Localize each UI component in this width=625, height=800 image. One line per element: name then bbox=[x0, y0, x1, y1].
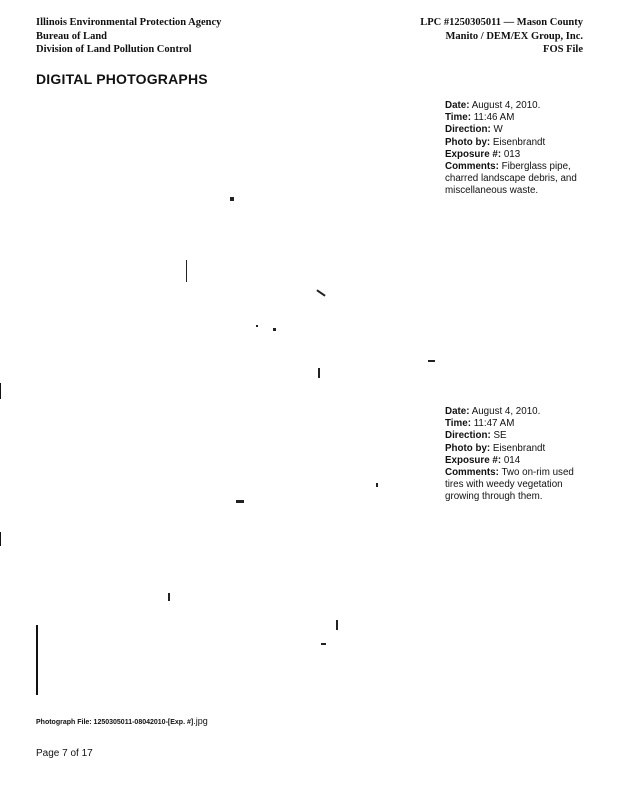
exposure-label: Exposure #: bbox=[445, 454, 502, 466]
site-location: Manito / DEM/EX Group, Inc. bbox=[445, 30, 583, 42]
photograph-file-name bbox=[36, 716, 208, 726]
date-value: August 4, 2010. bbox=[471, 406, 541, 417]
photo-2 bbox=[36, 405, 431, 705]
scan-artifact bbox=[0, 383, 1, 399]
bureau-name: Bureau of Land bbox=[36, 30, 107, 42]
page-title: DIGITAL PHOTOGRAPHS bbox=[36, 71, 208, 87]
header-agency-block bbox=[36, 16, 221, 57]
exposure-value: 013 bbox=[503, 148, 521, 160]
time-label: Time: bbox=[445, 418, 471, 430]
scan-speck bbox=[318, 368, 320, 378]
file-type: FOS File bbox=[543, 44, 583, 55]
scan-speck bbox=[336, 620, 338, 630]
scan-artifact bbox=[36, 625, 38, 695]
photo-by-value: Eisenbrandt bbox=[492, 442, 546, 454]
date-label: Date: bbox=[445, 100, 470, 111]
scan-speck bbox=[273, 328, 276, 331]
scan-artifact bbox=[0, 532, 1, 546]
scan-speck bbox=[236, 500, 244, 503]
scan-speck bbox=[186, 260, 187, 282]
direction-label: Direction: bbox=[445, 124, 491, 136]
page-number: Page 7 of 17 bbox=[36, 748, 93, 759]
photo-by-label: Photo by: bbox=[445, 136, 491, 148]
exposure-value: 014 bbox=[503, 454, 521, 466]
comments-label: Comments: bbox=[445, 161, 499, 173]
date-label: Date: bbox=[445, 406, 470, 417]
comments-label: Comments: bbox=[445, 467, 499, 479]
photo-2-info bbox=[445, 406, 595, 504]
scan-speck bbox=[230, 197, 234, 201]
header-site-block bbox=[420, 16, 583, 57]
file-name-prefix: Photograph File: 1250305011-08042010-[Exp. #] bbox=[36, 719, 194, 726]
scan-speck bbox=[316, 289, 325, 296]
scan-speck bbox=[256, 325, 258, 327]
time-label: Time: bbox=[445, 112, 471, 124]
date-value: August 4, 2010. bbox=[471, 100, 541, 111]
photo-1 bbox=[36, 100, 431, 395]
photo-by-label: Photo by: bbox=[445, 442, 491, 454]
scan-speck bbox=[168, 593, 170, 601]
exposure-label: Exposure #: bbox=[445, 148, 502, 160]
scan-speck bbox=[321, 643, 326, 645]
photo-1-info bbox=[445, 100, 595, 198]
scan-speck bbox=[376, 483, 378, 487]
division-name: Division of Land Pollution Control bbox=[36, 44, 192, 55]
time-value: 11:47 AM bbox=[473, 418, 515, 430]
comments-value: Fiberglass pipe, charred landscape debris, and miscellaneous waste. bbox=[445, 161, 577, 197]
direction-label: Direction: bbox=[445, 430, 491, 442]
file-extension: .jpg bbox=[193, 716, 208, 726]
time-value: 11:46 AM bbox=[473, 112, 515, 124]
scan-speck bbox=[428, 360, 435, 362]
photo-by-value: Eisenbrandt bbox=[492, 136, 546, 148]
comments-value: Two on-rim used tires with weedy vegetation growing through them. bbox=[445, 467, 574, 503]
agency-name: Illinois Environmental Protection Agency bbox=[36, 17, 222, 28]
direction-value: SE bbox=[493, 430, 507, 442]
direction-value: W bbox=[493, 124, 503, 136]
site-id: LPC #1250305011 — Mason County bbox=[420, 17, 583, 28]
